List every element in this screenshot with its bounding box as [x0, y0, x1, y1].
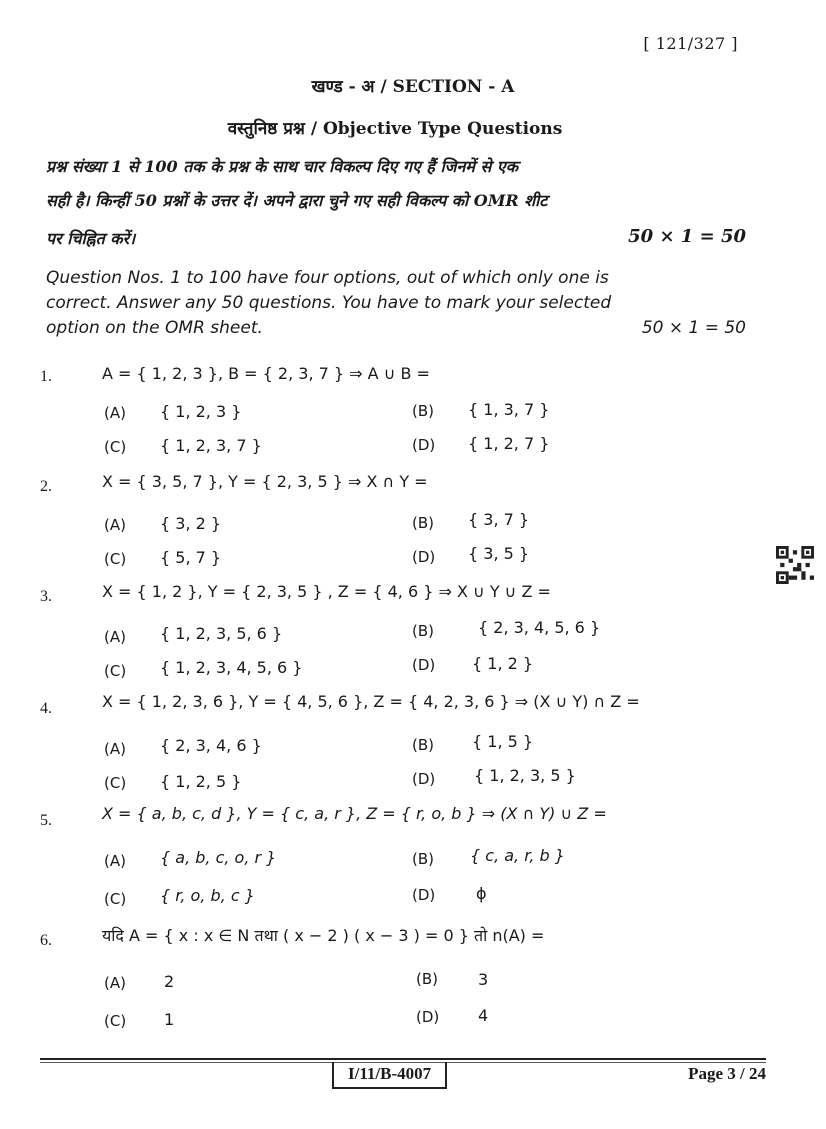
- footer-rule: [40, 1058, 766, 1060]
- question-2-number: 2.: [40, 478, 52, 495]
- question-1-option-a-letter: (A): [104, 404, 126, 422]
- question-3-option-c: { 1, 2, 3, 4, 5, 6 }: [160, 658, 303, 677]
- english-instruction-line-2: correct. Answer any 50 questions. You have to mark your selected: [46, 293, 612, 313]
- paper-code: I/11/B-4007: [332, 1062, 447, 1089]
- question-1-option-a: { 1, 2, 3 }: [160, 402, 242, 421]
- question-1-option-d: { 1, 2, 7 }: [468, 434, 550, 453]
- question-2-option-b: { 3, 7 }: [468, 510, 530, 529]
- hindi-instruction-line-1: प्रश्न संख्या 1 से 100 तक के प्रश्न के साथ चार विकल्प दिए गए हैं जिनमें से एक: [46, 157, 519, 176]
- question-4-option-a-letter: (A): [104, 740, 126, 758]
- question-5-option-a: { a, b, c, o, r }: [160, 848, 277, 867]
- hindi-marks: 50 × 1 = 50: [628, 226, 746, 247]
- question-6-option-d: 4: [478, 1006, 489, 1025]
- question-5-option-b: { c, a, r, b }: [470, 846, 565, 865]
- question-2-option-a: { 3, 2 }: [160, 514, 222, 533]
- english-marks: 50 × 1 = 50: [641, 318, 746, 338]
- question-3-option-a-letter: (A): [104, 628, 126, 646]
- question-2-text: X = { 3, 5, 7 }, Y = { 2, 3, 5 } ⇒ X ∩ Y =: [102, 472, 428, 491]
- question-4-option-b: { 1, 5 }: [472, 732, 534, 751]
- question-6-option-a: 2: [164, 972, 175, 991]
- english-instruction-line-1: Question Nos. 1 to 100 have four options, out of which only one is: [46, 268, 609, 288]
- hindi-instruction-line-3: पर चिह्नित करें।: [46, 229, 136, 248]
- question-2-option-b-letter: (B): [412, 514, 434, 532]
- question-3-option-b-letter: (B): [412, 622, 434, 640]
- question-2-option-a-letter: (A): [104, 516, 126, 534]
- question-6-text: यदि A = { x : x ∈ N तथा ( x − 2 ) ( x − 3 ) = 0 } तो n(A) =: [102, 926, 545, 945]
- question-1-number: 1.: [40, 368, 52, 385]
- english-instruction-line-3: option on the OMR sheet.: [46, 318, 263, 338]
- question-2-option-d: { 3, 5 }: [468, 544, 530, 563]
- question-2-option-d-letter: (D): [412, 548, 436, 566]
- question-4-text: X = { 1, 2, 3, 6 }, Y = { 4, 5, 6 }, Z = { 4, 2, 3, 6 } ⇒ (X ∪ Y) ∩ Z =: [102, 692, 640, 711]
- question-6-option-b: 3: [478, 970, 489, 989]
- qr-code-icon: [776, 546, 814, 584]
- section-title: खण्ड - अ / SECTION - A: [311, 77, 515, 97]
- question-3-option-d: { 1, 2 }: [472, 654, 534, 673]
- question-4-option-d: { 1, 2, 3, 5 }: [474, 766, 576, 785]
- question-5-option-b-letter: (B): [412, 850, 434, 868]
- question-6-option-d-letter: (D): [416, 1008, 440, 1026]
- question-6-option-c: 1: [164, 1010, 175, 1029]
- question-5-option-c: { r, o, b, c }: [160, 886, 255, 905]
- question-5-option-a-letter: (A): [104, 852, 126, 870]
- question-6-option-a-letter: (A): [104, 974, 126, 992]
- question-6-option-b-letter: (B): [416, 970, 438, 988]
- question-4-option-d-letter: (D): [412, 770, 436, 788]
- question-3-number: 3.: [40, 588, 52, 605]
- question-1-option-b-letter: (B): [412, 402, 434, 420]
- sub-title: वस्तुनिष्ठ प्रश्न / Objective Type Questions: [227, 119, 563, 139]
- question-3-option-b: { 2, 3, 4, 5, 6 }: [478, 618, 601, 637]
- question-4-number: 4.: [40, 700, 52, 717]
- question-2-option-c: { 5, 7 }: [160, 548, 222, 567]
- hindi-instruction-line-2: सही है। किन्हीं 50 प्रश्नों के उत्तर दें। अपने द्वारा चुने गए सही विकल्प को OMR शीट: [46, 191, 548, 210]
- question-1-option-c-letter: (C): [104, 438, 127, 456]
- question-6-option-c-letter: (C): [104, 1012, 127, 1030]
- question-1-option-b: { 1, 3, 7 }: [468, 400, 550, 419]
- question-5-option-d: ϕ: [476, 884, 487, 903]
- question-1-option-c: { 1, 2, 3, 7 }: [160, 436, 262, 455]
- question-1-option-d-letter: (D): [412, 436, 436, 454]
- question-5-option-d-letter: (D): [412, 886, 436, 904]
- question-5-option-c-letter: (C): [104, 890, 127, 908]
- question-5-number: 5.: [40, 812, 52, 829]
- paper-reference: [ 121/327 ]: [643, 34, 738, 53]
- question-2-option-c-letter: (C): [104, 550, 127, 568]
- question-3-option-c-letter: (C): [104, 662, 127, 680]
- question-3-text: X = { 1, 2 }, Y = { 2, 3, 5 } , Z = { 4, 6 } ⇒ X ∪ Y ∪ Z =: [102, 582, 551, 601]
- question-4-option-c-letter: (C): [104, 774, 127, 792]
- question-1-text: A = { 1, 2, 3 }, B = { 2, 3, 7 } ⇒ A ∪ B =: [102, 364, 430, 383]
- question-4-option-b-letter: (B): [412, 736, 434, 754]
- question-4-option-c: { 1, 2, 5 }: [160, 772, 242, 791]
- question-4-option-a: { 2, 3, 4, 6 }: [160, 736, 262, 755]
- question-5-text: X = { a, b, c, d }, Y = { c, a, r }, Z = { r, o, b } ⇒ (X ∩ Y) ∪ Z =: [102, 804, 607, 823]
- question-3-option-a: { 1, 2, 3, 5, 6 }: [160, 624, 283, 643]
- page-number: Page 3 / 24: [688, 1064, 766, 1083]
- question-3-option-d-letter: (D): [412, 656, 436, 674]
- question-6-number: 6.: [40, 932, 52, 949]
